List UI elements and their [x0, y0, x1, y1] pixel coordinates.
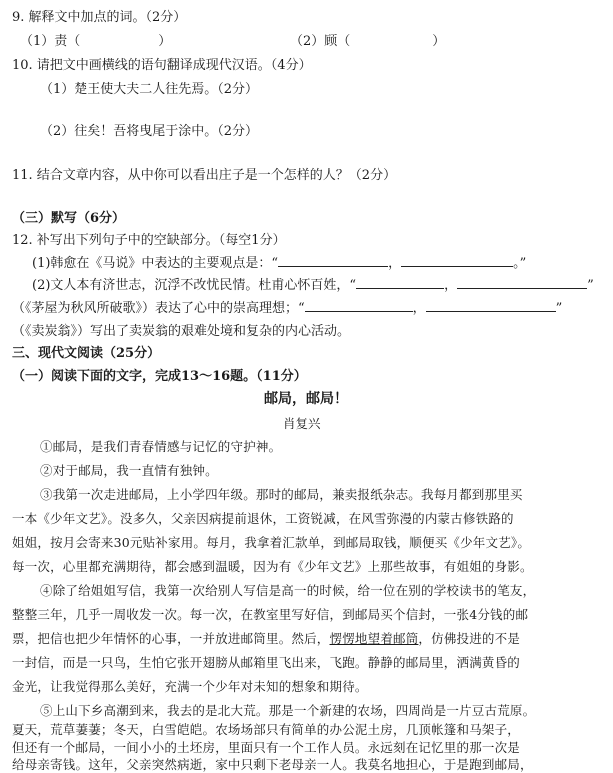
- underlined-phrase: 愣愣地望着邮筒: [329, 631, 419, 646]
- q9-answer-1: [20, 30, 171, 49]
- q12-line-3: [12, 297, 562, 316]
- paragraph-4-line-5: 金光，让我觉得那么美好，充满一个少年对未知的想象和期待。: [12, 679, 368, 694]
- paragraph-5-line-2: 夏天，荒草萋萋；冬天，白雪皑皑。农场场部只有简单的办公泥土房，几顶帐篷和马架子，: [12, 722, 521, 737]
- answer-blank[interactable]: [457, 276, 587, 289]
- q9-answer-1-label: （1）责（: [20, 34, 81, 49]
- q9-stem: 9. 解释文中加点的词。（2分）: [12, 10, 187, 25]
- subsection-1-heading: （一）阅读下面的文字，完成13～16题。（11分）: [12, 369, 307, 384]
- paragraph-4-line-3-text: 票，把信也把少年情怀的心事，一并放进邮筒里。然后，: [12, 631, 330, 646]
- paragraph-1: ①邮局，是我们青春情感与记忆的守护神。: [40, 439, 282, 454]
- comma: ，: [388, 256, 402, 271]
- article-author: 肖复兴: [283, 416, 321, 431]
- q10-sentence-2: （2）往矣！吾将曳尾于涂中。（2分）: [40, 124, 259, 139]
- close-quote: ”: [555, 301, 563, 316]
- paragraph-4-line-1: ④除了给姐姐写信，我第一次给别人写信是高一的时候，给一位在别的学校读书的笔友，: [40, 583, 536, 598]
- paragraph-5-line-3: 但还有一个邮局，一间小小的土坯房，里面只有一个工作人员。永远刻在记忆里的那一次是: [12, 740, 521, 755]
- paragraph-4-line-3: [12, 629, 520, 647]
- paragraph-3-line-1: ③我第一次走进邮局，上小学四年级。那时的邮局，兼卖报纸杂志。我每月都到那里买: [40, 487, 523, 502]
- q9-answer-2-close: ）: [432, 34, 446, 49]
- q12-line-4: （《卖炭翁》）写出了卖炭翁的艰难处境和复杂的内心活动。: [12, 324, 351, 339]
- paragraph-4-line-4: 一封信，而是一只鸟，生怕它张开翅膀从邮箱里飞出来，飞跑。静静的邮局里，洒满黄昏的: [12, 655, 521, 670]
- paragraph-3-line-3: 姐姐，按月会寄来30元贴补家用。每月，我拿着汇款单，到邮局取钱，顺便买《少年文艺》。: [12, 535, 531, 550]
- q12-stem: 12. 补写出下列句子中的空缺部分。（每空1分）: [12, 233, 286, 248]
- q10-sentence-1: （1）楚王使大夫二人往先焉。（2分）: [40, 82, 259, 97]
- q10-stem: 10. 请把文中画横线的语句翻译成现代汉语。（4分）: [12, 58, 312, 73]
- q12-line-1-text: (1)韩愈在《马说》中表达的主要观点是：“: [32, 256, 279, 271]
- answer-blank[interactable]: [278, 254, 388, 267]
- q9-answer-1-close: ）: [158, 34, 172, 49]
- q12-line-2-text: (2)文人本有济世志，沉浮不改忧民情。杜甫心怀百姓，“: [32, 278, 357, 293]
- answer-blank[interactable]: [426, 299, 556, 312]
- paragraph-3-line-4: 每一次，心里都充满期待，都会感到温暖，因为有《少年文艺》上那些故事，有姐姐的身影。: [12, 559, 533, 574]
- paragraph-2: ②对于邮局，我一直情有独钟。: [40, 463, 218, 478]
- answer-blank[interactable]: [305, 299, 413, 312]
- part-3-heading: 三、现代文阅读（25分）: [12, 346, 161, 361]
- q12-line-2: [32, 274, 594, 293]
- paragraph-4-line-2: 整整三年，几乎一周收发一次。每一次，在教室里写好信，到邮局买个信封，一张4分钱的邮: [12, 607, 529, 622]
- q11-stem: 11. 结合文章内容，从中你可以看出庄子是一个怎样的人？（2分）: [12, 168, 397, 183]
- article-title: 邮局，邮局！: [264, 391, 348, 407]
- q9-answer-2-label: （2）顾（: [290, 34, 351, 49]
- answer-blank[interactable]: [356, 276, 444, 289]
- close-quote: ”: [587, 278, 594, 293]
- q12-line-1: [32, 252, 526, 271]
- paragraph-3-line-2: 一本《少年文艺》。没多久，父亲因病提前退休，工资锐减，在风雪弥漫的内蒙古修铁路的: [12, 511, 514, 526]
- section-3-heading: （三）默写（6分）: [12, 211, 126, 226]
- paragraph-5-line-4: 给母亲寄钱。这年，父亲突然病逝，家中只剩下老母亲一人。我莫名地担心，于是跑到邮局，: [12, 757, 533, 772]
- close-quote: 。”: [513, 256, 527, 271]
- answer-blank[interactable]: [401, 254, 513, 267]
- q12-line-3-text: （《茅屋为秋风所破歌》）表达了心中的崇高理想；“: [12, 301, 305, 316]
- comma: ，: [444, 278, 458, 293]
- comma: ，: [412, 301, 426, 316]
- paragraph-5-line-1: ⑤上山下乡高潮到来，我去的是北大荒。那是一个新建的农场，四周尚是一片豆古荒原。: [40, 703, 536, 718]
- paragraph-4-line-3-end: ，仿佛投进的不是: [418, 631, 521, 646]
- q9-answer-2: [290, 30, 445, 49]
